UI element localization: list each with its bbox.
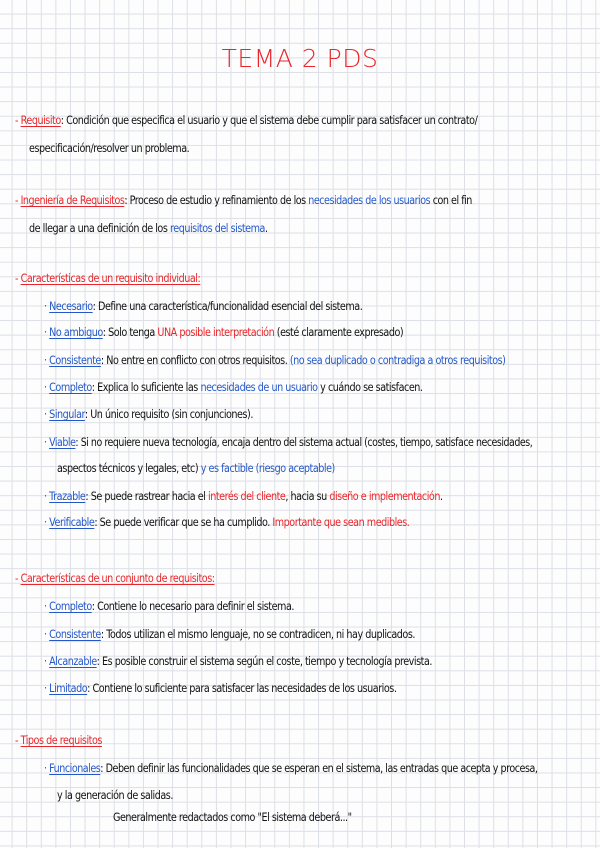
term: Singular: [49, 408, 85, 421]
term: Verificable: [49, 516, 95, 529]
list-item-note: Generalmente redactados como "El sistema deberá...": [113, 811, 352, 824]
list-item: [44, 326, 403, 339]
definition-text: de llegar a una definición de los: [29, 222, 170, 235]
bullet: ·: [44, 354, 47, 367]
dash-marker: -: [15, 194, 18, 207]
list-item: [44, 628, 415, 641]
list-item: [44, 408, 253, 421]
page-title: TEMA 2 PDS: [221, 44, 379, 73]
dash-marker: -: [15, 734, 19, 747]
item-text: : Contiene lo suficiente para satisfacer las necesidades de los usuarios.: [87, 682, 397, 695]
dash-marker: -: [15, 272, 19, 285]
list-item: [44, 381, 422, 394]
bullet: ·: [44, 628, 47, 641]
definition-text: con el fin: [430, 194, 472, 207]
bullet: ·: [44, 600, 47, 613]
bullet: ·: [44, 408, 47, 421]
highlight-red: Importante que sean medibles.: [272, 516, 410, 529]
item-text: : Se puede rastrear hacia el: [85, 490, 209, 503]
bullet: ·: [44, 490, 47, 503]
ingenieria-line-1: [15, 194, 472, 207]
bullet: ·: [44, 655, 47, 668]
item-text: y cuándo se satisfacen.: [317, 381, 423, 394]
heading-text: Características de un conjunto de requisitos:: [20, 572, 215, 585]
list-item: [44, 300, 362, 313]
item-text: : Un único requisito (sin conjunciones).: [84, 408, 253, 421]
dash-marker: -: [15, 572, 19, 585]
highlight-blue: necesidades de un usuario: [200, 381, 318, 394]
item-text: : Define una característica/funcionalidad esencial del sistema.: [92, 300, 363, 313]
list-item-continuation: y la generación de salidas.: [57, 789, 173, 802]
dash-marker: -: [15, 114, 19, 127]
term: Completo: [49, 600, 92, 613]
bullet: ·: [44, 436, 47, 449]
term: Viable: [49, 436, 76, 449]
list-item: [44, 682, 396, 695]
bullet: ·: [44, 516, 47, 529]
list-item: [44, 354, 505, 367]
bullet: ·: [44, 300, 47, 313]
item-text: : Es posible construir el sistema según el coste, tiempo y tecnología prevista.: [96, 655, 432, 668]
bullet: ·: [44, 682, 47, 695]
highlight-blue: (no sea duplicado o contradiga a otros requisitos): [289, 354, 506, 367]
highlight-blue: necesidades de los usuarios: [308, 194, 431, 207]
term: Limitado: [49, 682, 88, 695]
term-requisito: Requisito: [20, 114, 61, 127]
list-item: [44, 762, 537, 775]
list-item-continuation: [57, 462, 335, 475]
ingenieria-line-2: [29, 222, 268, 235]
requisito-line-2: especificación/resolver un problema.: [29, 142, 190, 155]
term: Necesario: [49, 300, 93, 313]
highlight-red: diseño e implementación: [329, 490, 440, 503]
term: Completo: [49, 381, 92, 394]
definition-text: : Condición que especifica el usuario y que el sistema debe cumplir para satisfacer un contrato/: [60, 114, 478, 127]
item-text: : Explica lo suficiente las: [91, 381, 201, 394]
item-text: (esté claramente expresado): [274, 326, 404, 339]
item-text: : Todos utilizan el mismo lenguaje, no se contradicen, ni hay duplicados.: [100, 628, 415, 641]
list-item: [44, 516, 409, 529]
highlight-blue: requisitos del sistema: [169, 222, 265, 235]
item-text: : Deben definir las funcionalidades que se esperan en el sistema, las entradas que acepta y procesa,: [100, 762, 538, 775]
term: Trazable: [49, 490, 86, 503]
item-text: : Solo tenga: [102, 326, 158, 339]
list-item: [44, 490, 443, 503]
definition-text: : Proceso de estudio y refinamiento de los: [124, 194, 309, 207]
heading-text: Tipos de requisitos: [20, 734, 102, 747]
highlight-red: interés del cliente: [208, 490, 286, 503]
term: Consistente: [49, 628, 101, 641]
item-text: : No entre en conflicto con otros requisitos.: [100, 354, 290, 367]
term: Consistente: [49, 354, 101, 367]
term: No ambiguo: [49, 326, 103, 339]
item-text: aspectos técnicos y legales, etc): [57, 462, 201, 475]
definition-text: .: [264, 222, 268, 235]
requisito-line-1: [15, 114, 477, 127]
term-ingenieria: Ingeniería de Requisitos: [20, 194, 125, 207]
item-text: : Contiene lo necesario para definir el sistema.: [91, 600, 294, 613]
bullet: ·: [44, 762, 47, 775]
item-text: .: [439, 490, 443, 503]
item-text: , hacia su: [285, 490, 330, 503]
bullet: ·: [44, 326, 47, 339]
section-heading-individual: [15, 272, 200, 285]
item-text: : Se puede verificar que se ha cumplido.: [94, 516, 273, 529]
highlight-blue: y es factible (riesgo aceptable): [200, 462, 335, 475]
term: Funcionales: [49, 762, 101, 775]
heading-text: Características de un requisito individual:: [20, 272, 201, 285]
bullet: ·: [44, 381, 47, 394]
item-text: : Si no requiere nueva tecnología, encaja dentro del sistema actual (costes, tiempo, satisface necesidades,: [75, 436, 533, 449]
highlight-red: UNA posible interpretación: [157, 326, 275, 339]
list-item: [44, 600, 294, 613]
section-heading-tipos: [15, 734, 102, 747]
section-heading-conjunto: [15, 572, 215, 585]
list-item: [44, 436, 532, 449]
list-item: [44, 655, 432, 668]
term: Alcanzable: [49, 655, 97, 668]
